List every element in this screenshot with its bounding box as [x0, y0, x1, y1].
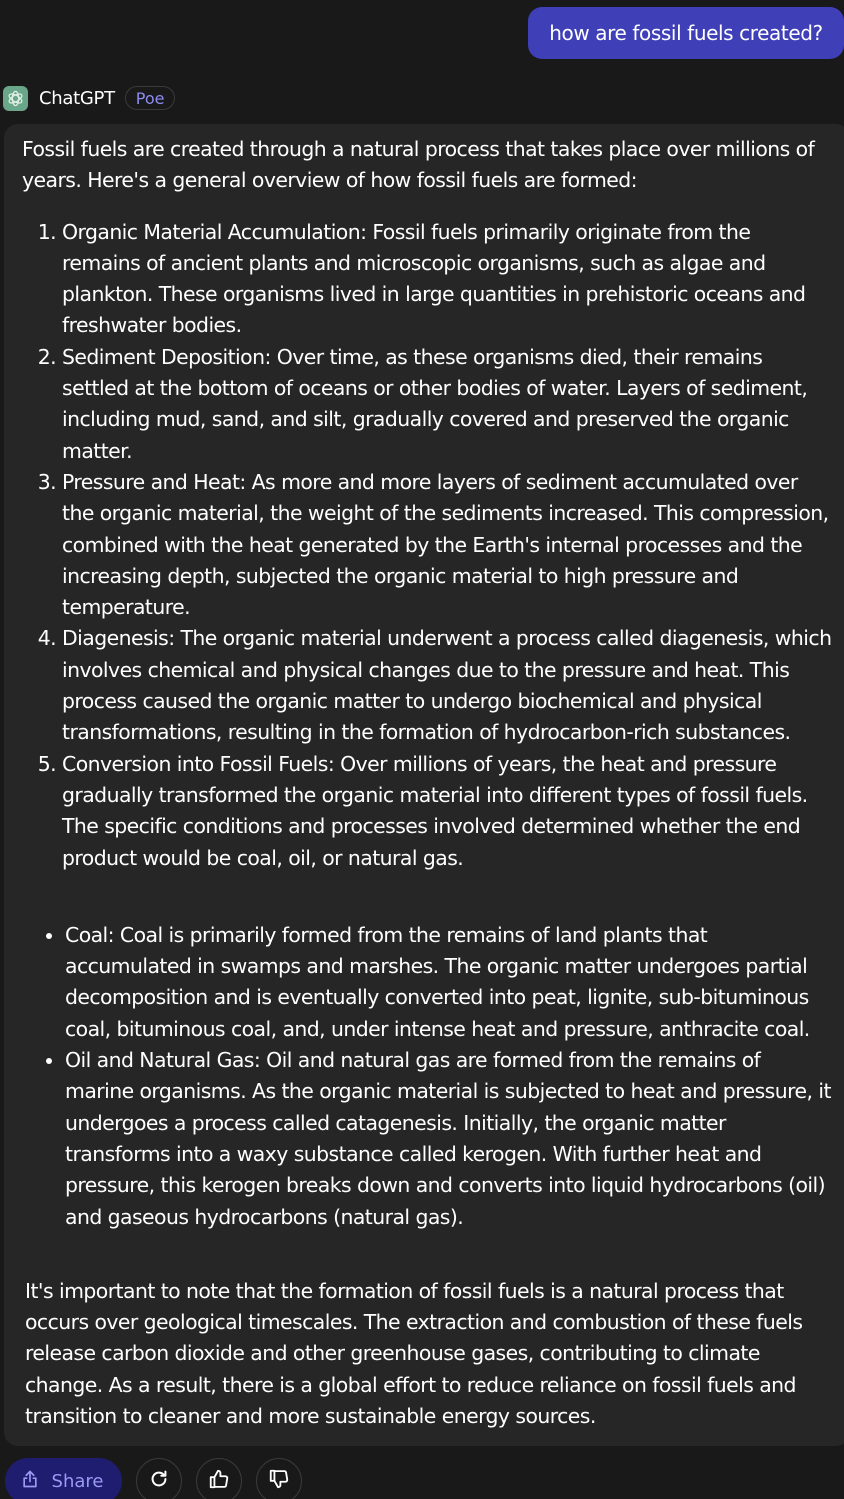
fuel-types-list [22, 920, 832, 1233]
spacer [22, 874, 832, 920]
message-actions [5, 1458, 302, 1499]
user-message-text: how are fossil fuels created? [549, 21, 823, 45]
formation-steps-list [22, 217, 832, 874]
bot-response-message [4, 124, 844, 1446]
dislike-button[interactable] [256, 1458, 302, 1499]
list-item: 4. Diagenesis: The organic material underwent a process called diagenesis, which involves chemical and physical changes due to the pressure and heat. This process caused the organic matter to undergo biochemical and physical transformations, resulting in the formation of hydrocarbon-rich substances. [62, 623, 832, 748]
list-item: • Oil and Natural Gas: Oil and natural gas are formed from the remains of marine organisms. As the organic material is subjected to heat and pressure, it undergoes a process called catagenesis. Initially, the organic matter transforms into a waxy substance called kerogen. With further heat and pressure, this kerogen breaks down and converts into liquid hydrocarbons (oil) and gaseous hydrocarbons (natural gas). [65, 1045, 832, 1233]
response-outro: It's important to note that the formation of fossil fuels is a natural process that occurs over geological timescales. The extraction and combustion of these fuels release carbon dioxide and other greenhouse gases, contributing to climate change. As a result, there is a global effort to reduce reliance on fossil fuels and transition to cleaner and more sustainable energy sources. [25, 1278, 803, 1428]
like-button[interactable] [196, 1458, 242, 1499]
bot-name[interactable]: ChatGPT [39, 87, 115, 109]
list-item: • Coal: Coal is primarily formed from the remains of land plants that accumulated in swamps and marshes. The organic matter undergoes partial decomposition and is eventually converted into peat, lignite, sub-bituminous coal, bituminous coal, and, under intense heat and pressure, anthracite coal. [65, 920, 832, 1045]
bot-header [3, 85, 175, 111]
retry-button[interactable] [136, 1458, 182, 1499]
share-icon [20, 1469, 40, 1494]
thumbs-up-icon [208, 1468, 230, 1494]
list-item: 5. Conversion into Fossil Fuels: Over millions of years, the heat and pressure gradually transformed the organic material into different types of fossil fuels. The specific conditions and processes involved determined whether the end product would be coal, oil, or natural gas. [62, 749, 832, 874]
thumbs-down-icon [268, 1468, 290, 1494]
poe-badge: Poe [125, 86, 176, 110]
user-message-bubble [528, 7, 844, 59]
share-label: Share [51, 1470, 104, 1492]
list-item: 1. Organic Material Accumulation: Fossil fuels primarily originate from the remains of ancient plants and microscopic organisms, such as algae and plankton. These organisms lived in large quantities in prehistoric oceans and freshwater bodies. [62, 217, 832, 342]
retry-icon [148, 1468, 170, 1494]
response-intro: Fossil fuels are created through a natural process that takes place over millions of years. Here's a general overview of how fossil fuels are formed: [22, 137, 815, 193]
share-button[interactable] [5, 1458, 122, 1499]
openai-logo-icon [3, 86, 28, 111]
list-item: 3. Pressure and Heat: As more and more layers of sediment accumulated over the organic material, the weight of the sediments increased. This compression, combined with the heat generated by the Earth's internal processes and the increasing depth, subjected the organic material to high pressure and temperature. [62, 467, 832, 623]
list-item: 2. Sediment Deposition: Over time, as these organisms died, their remains settled at the bottom of oceans or other bodies of water. Layers of sediment, including mud, sand, and silt, gradually covered and preserved the organic matter. [62, 342, 832, 467]
